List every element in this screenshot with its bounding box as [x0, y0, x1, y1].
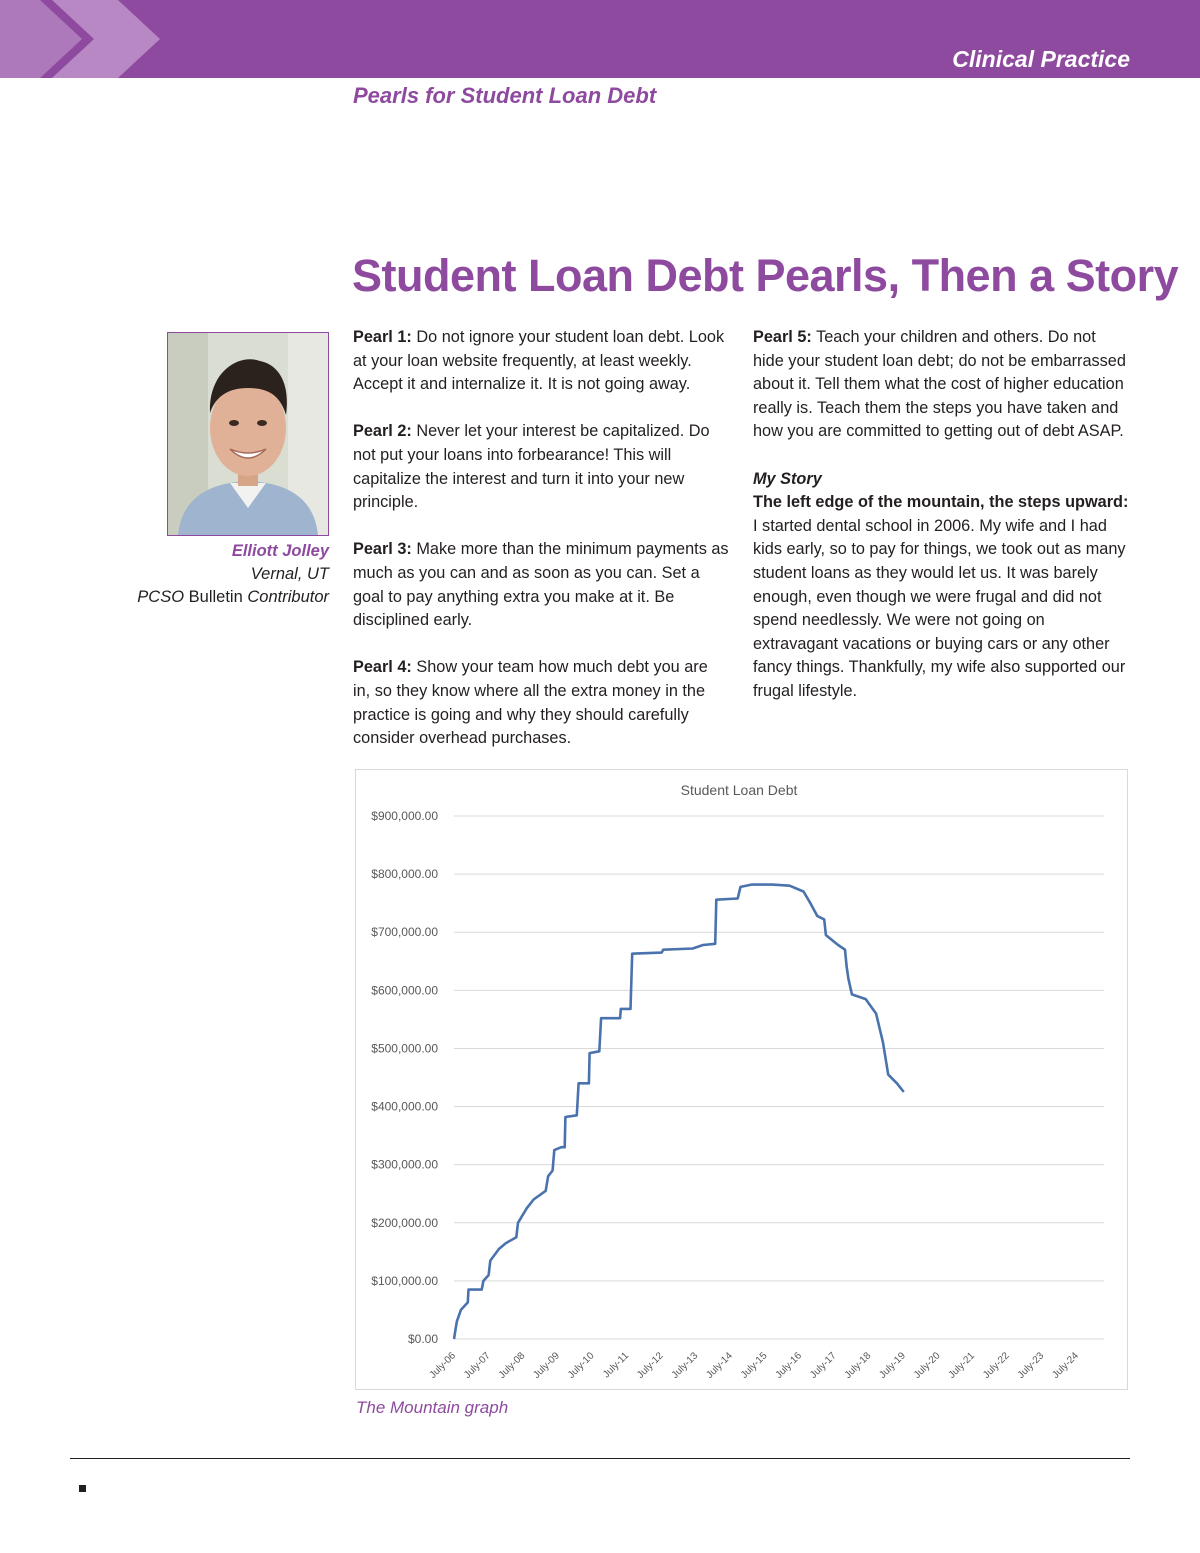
x-tick-label: July-06: [427, 1350, 459, 1381]
pearl-1: [353, 326, 729, 397]
pearl-label: Pearl 5:: [753, 328, 812, 346]
y-tick-label: $300,000.00: [371, 1157, 438, 1172]
x-tick-label: July-14: [704, 1350, 735, 1381]
y-tick-label: $200,000.00: [371, 1215, 438, 1230]
story-subheading: The left edge of the mountain, the steps upward:: [753, 493, 1129, 512]
y-tick-label: $400,000.00: [371, 1099, 438, 1114]
author-name: Elliott Jolley: [231, 542, 329, 560]
x-tick-label: July-09: [531, 1350, 562, 1381]
pearl-text: Make more than the minimum payments as much as you can and as soon as you can. Set a goal to pay anything extra you make at it. Be disciplined early.: [353, 540, 729, 630]
y-tick-label: $0.00: [407, 1332, 438, 1346]
author-role-word: Bulletin: [188, 588, 243, 606]
chart-title: Student Loan Debt: [680, 782, 798, 798]
x-tick-label: July-17: [808, 1350, 839, 1381]
x-tick-label: July-16: [773, 1350, 805, 1381]
left-column: [353, 326, 729, 774]
pearl-3: [353, 538, 729, 632]
y-tick-label: $500,000.00: [371, 1041, 438, 1056]
x-tick-label: July-21: [946, 1350, 978, 1381]
pearl-text: Never let your interest be capitalized. Do not put your loans into forbearance! This will capitalize the interest and turn it into your new principle.: [353, 422, 710, 512]
chevron-arrows-icon: [0, 0, 180, 78]
author-byline: [137, 540, 329, 609]
author-location: Vernal, UT: [250, 565, 329, 583]
x-tick-label: July-08: [496, 1350, 528, 1381]
figure-caption: The Mountain graph: [356, 1398, 509, 1417]
y-tick-label: $100,000.00: [371, 1273, 438, 1288]
x-tick-label: July-24: [1050, 1350, 1081, 1381]
right-column: [753, 326, 1129, 727]
x-tick-label: July-13: [669, 1350, 701, 1381]
x-tick-label: July-22: [981, 1350, 1012, 1381]
x-tick-label: July-23: [1015, 1350, 1047, 1381]
author-photo: [167, 332, 329, 536]
x-tick-label: July-11: [601, 1350, 632, 1381]
pearl-5: [753, 326, 1129, 444]
pearl-label: Pearl 3:: [353, 540, 412, 559]
footer-issue: [71, 1481, 94, 1499]
pearl-text: Teach your children and others. Do not hide your student loan debt; do not be embarrassed about it. Tell them what the cost of higher education really is. Teach them the steps you have taken and how you are committed to getting out of debt ASAP.: [753, 328, 1126, 441]
y-tick-label: $900,000.00: [371, 809, 438, 823]
x-tick-label: July-07: [462, 1350, 493, 1381]
y-tick-label: $700,000.00: [371, 925, 438, 940]
pearl-2: [353, 420, 729, 514]
story-text: I started dental school in 2006. My wife and I had kids early, so to pay for things, we took out as many student loans as they would let us. It was barely enough, even though we were frugal and did not spend needlessly. We were not going on extravagant vacations or buying cars or any other fancy things. Thankfully, my wife also supported our frugal lifestyle.: [753, 516, 1126, 700]
article-kicker: Pearls for Student Loan Debt: [353, 83, 657, 108]
pearl-label: Pearl 2:: [353, 422, 412, 441]
author-role-title: Contributor: [247, 588, 329, 606]
author-org: PCSO: [137, 588, 185, 606]
pearl-label: Pearl 4:: [353, 658, 412, 677]
story-heading: My Story: [753, 469, 822, 488]
x-tick-label: July-18: [842, 1350, 874, 1381]
author-role: [137, 586, 329, 609]
pearl-4: [353, 656, 729, 750]
debt-chart: [355, 769, 1128, 1390]
my-story: [753, 468, 1129, 704]
series-line: [454, 885, 904, 1339]
x-tick-label: July-15: [738, 1350, 770, 1381]
section-label: Clinical Practice: [952, 46, 1130, 72]
y-tick-label: $800,000.00: [371, 867, 438, 882]
pearl-label: Pearl 1:: [353, 328, 412, 346]
bullet-square-icon: [79, 1485, 86, 1492]
pearl-text: Do not ignore your student loan debt. Look at your loan website frequently, at least weekly. Accept it and internalize it. It is not going away.: [353, 328, 725, 394]
pearl-text: Show your team how much debt you are in, so they know where all the extra money in the practice is going and why they should carefully consider overhead purchases.: [353, 658, 708, 748]
article-headline: Student Loan Debt Pearls, Then a Story: [352, 250, 1179, 301]
x-tick-label: July-20: [911, 1350, 943, 1381]
y-tick-label: $600,000.00: [371, 983, 438, 998]
x-tick-label: July-10: [565, 1350, 597, 1381]
header-banner: [0, 0, 1200, 78]
x-tick-label: July-12: [635, 1350, 666, 1381]
x-tick-label: July-19: [877, 1350, 908, 1381]
debt-chart-svg: [356, 770, 1127, 1389]
footer-rule: [70, 1458, 1130, 1459]
